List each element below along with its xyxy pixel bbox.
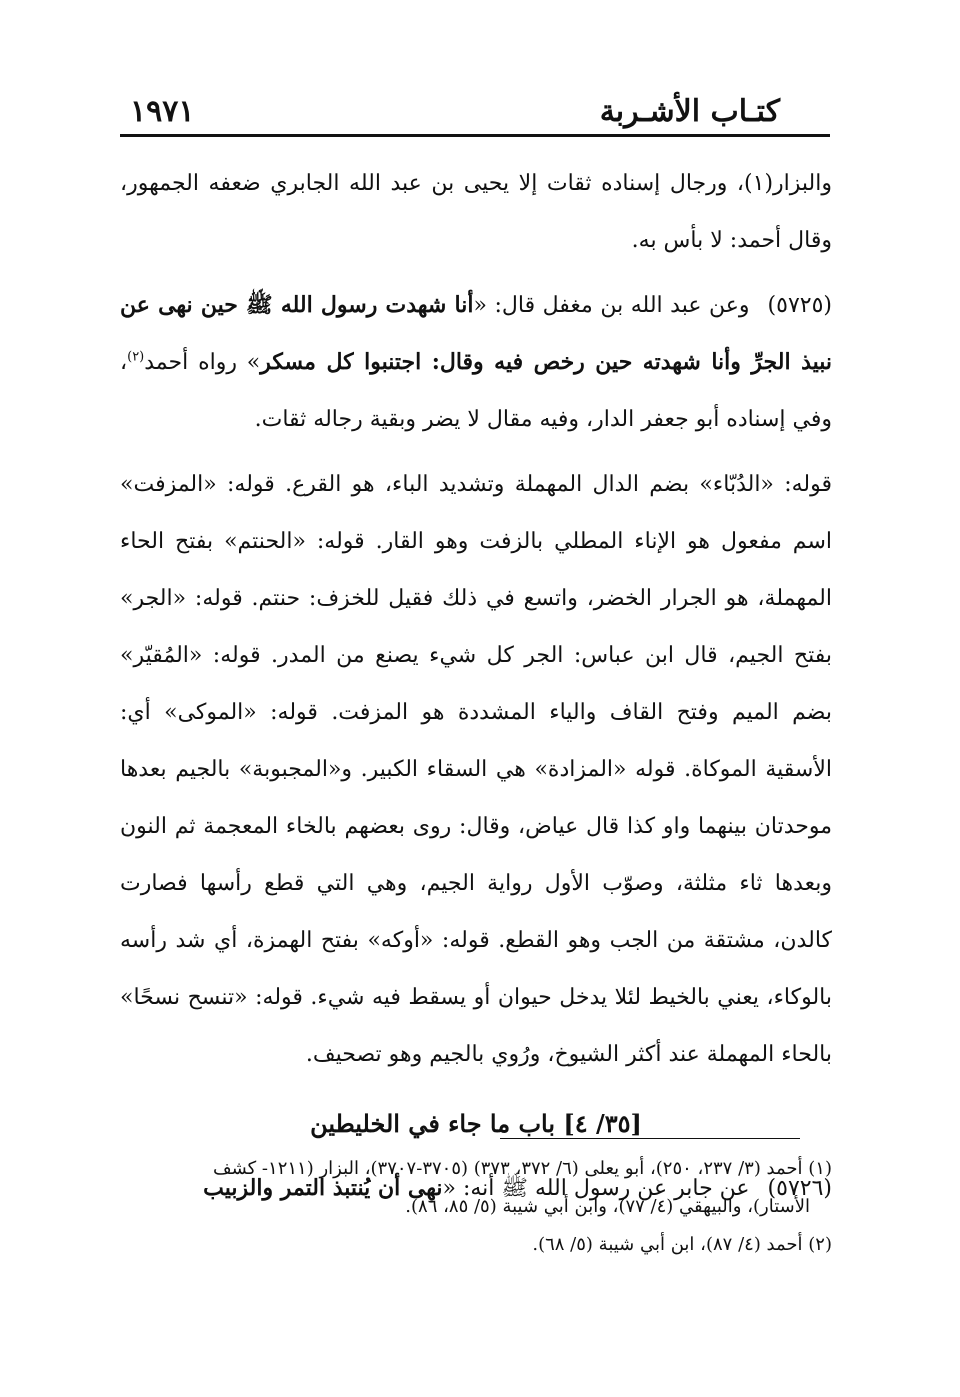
footnote-2: (٢) أحمد (٤/ ٨٧)، ابن أبي شيبة (٥/ ٦٨). (532, 1234, 832, 1255)
book-title: كتـاب الأشـربة (599, 94, 780, 129)
hadith-source: » رواه أحمد (144, 350, 261, 375)
footnote-1-line-1: (١) أحمد (٣/ ٢٣٧، ٢٥٠)، أبو يعلى (٦/ ٣٧٢، ٣٧٣) (٣٧٠٥-٣٧٠٧)، البزار (١٢١١- كشف (212, 1158, 832, 1179)
hadith-text: نهى أن يُنتبذ التمر والزبيب (203, 1175, 443, 1201)
footnote-ref-2: (٢) (127, 349, 145, 365)
commentary-paragraph: قوله: «الدُبّاء» بضم الدال المهملة وتشديد الباء، هو القرع. قوله: «المزفت» اسم مفعول هو الإناء المطلي بالزفت وهو القار. قوله: «الحنتم» بفتح الحاء المهملة، هو الجرار الخضر، واتسع في ذلك فقيل للخزف: حنتم. قوله: «الجر» بفتح الجيم، قال ابن عباس: الجر كل شيء يصنع من المدر. قوله: «المُقيّر» بضم الميم وفتح القاف والياء المشددة هو المزفت. قوله: «الموكى» أي: الأسقية الموكاة. قوله «المزادة» هي السقاء الكبير. و«المجبوبة» بالجيم بعدها موحدتان بينهما واو كذا قال عياض، وقال: روى بعضهم بالخاء المعجمة ثم النون وبعدها ثاء مثلثة، وصوّب الأول رواية الجيم، وهي التي قطع رأسها فصارت كالدن، مشتقة من الجب وهو القطع. قوله: «أوكه» بفتح الهمزة، أي شد رأسه بالوكاء، يعني بالخيط لئلا يدخل حيوان أو يسقط فيه شيء. قوله: «تنسح نسحًا» بالحاء المهملة عند أكثر الشيوخ، ورُوي بالجيم وهو تصحيف. (120, 472, 832, 1067)
paragraph-1: والبزار(١)، ورجال إسناده ثقات إلا يحيى بن عبد الله الجابري ضعفه الجمهور، وقال أحمد: لا بأس به. (120, 171, 832, 253)
hadith-number: (٥٧٢٦) (767, 1176, 832, 1201)
hadith-note: ، وفي إسناده أبو جعفر الدار، وفيه مقال لا يضر وبقية رجاله ثقات. (120, 350, 832, 432)
chapter-heading: [٣٥/ ٤] باب ما جاء في الخليطين (310, 1109, 642, 1138)
hadith-number: (٥٧٢٥) (767, 293, 832, 318)
page-number: ١٩٧١ (130, 94, 195, 129)
header-rule (120, 134, 830, 137)
main-text (120, 155, 832, 1217)
hadith-5725 (120, 277, 832, 448)
hadith-text: أنا شهدت رسول الله ﷺ حين نهى عن نبيذ الجرِّ وأنا شهدته حين رخص فيه وقال: اجتنبوا كل مسكر (120, 292, 833, 375)
running-header (120, 92, 830, 136)
hadith-intro: وعن عبد الله بن مغفل قال: « (473, 293, 750, 318)
hadith-intro: عن جابر عن رسول الله ﷺ أنه: « (442, 1176, 750, 1201)
footnote-1-line-2: الأستار)، والبيهقي (٤/ ٧٧)، وابن أبي شيبة (٥/ ٨٥، ٨٦). (405, 1196, 810, 1217)
footnotes (120, 1150, 832, 1264)
footnote-rule (500, 1138, 800, 1139)
